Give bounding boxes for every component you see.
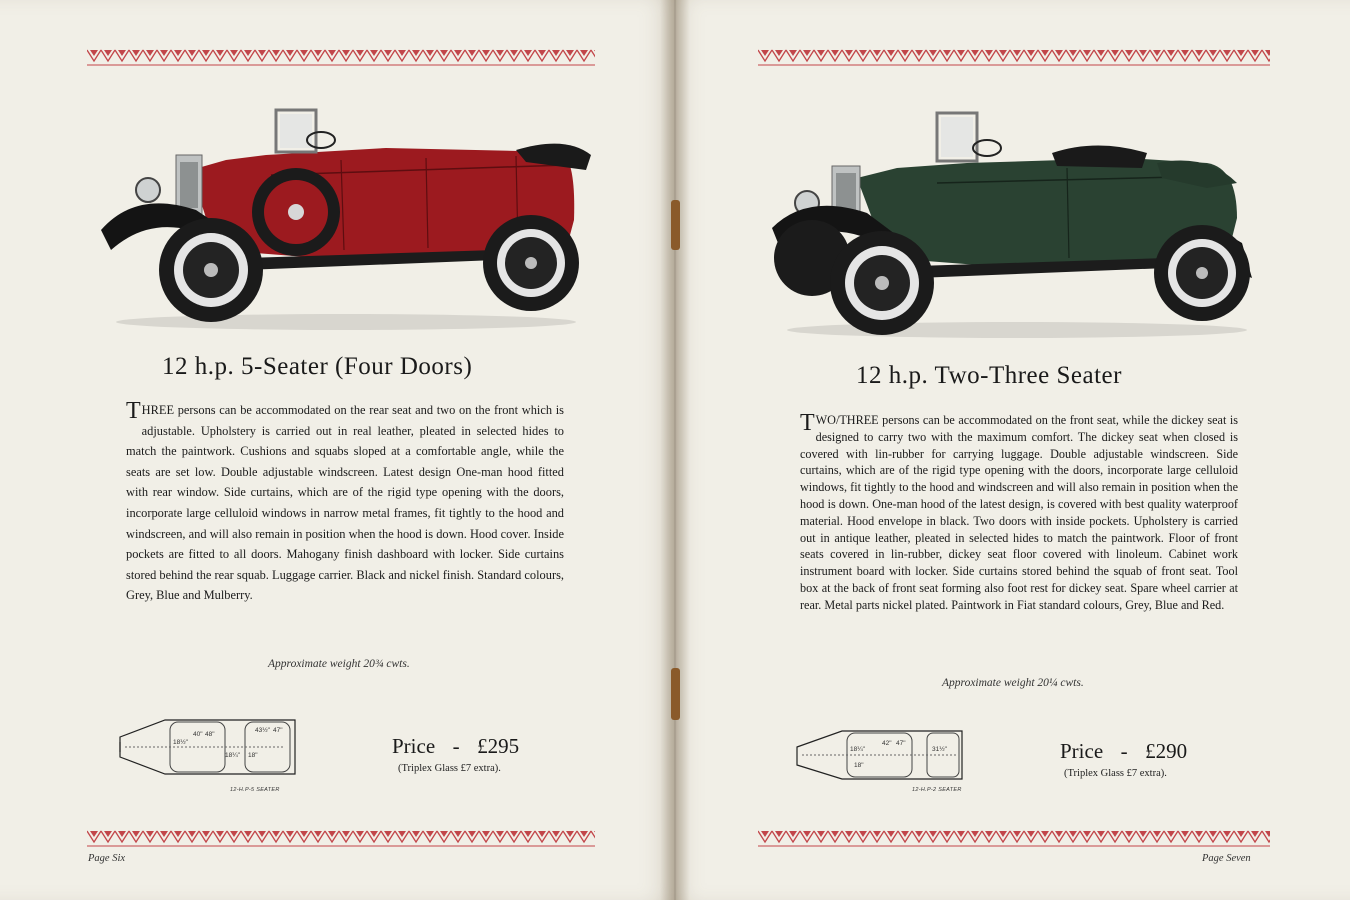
price-separator: -	[452, 734, 460, 758]
dim-label: 18¼"	[225, 752, 240, 759]
dim-label: 18½"	[173, 739, 188, 746]
page-left	[0, 0, 672, 900]
price-label: Price	[1060, 739, 1104, 763]
book-gutter	[660, 0, 690, 900]
green-roadster-car-illustration	[767, 108, 1267, 343]
dim-label: 18"	[854, 762, 864, 769]
decorative-border-bottom-right	[758, 828, 1270, 848]
dim-label: 47"	[273, 727, 283, 734]
page-number: Page Six	[88, 853, 126, 864]
intro-smallcaps: WO/THREE	[815, 413, 879, 427]
price	[1060, 739, 1187, 764]
description-paragraph	[800, 412, 1238, 614]
decorative-border-top-left	[87, 47, 595, 67]
dim-label: 43½"	[255, 727, 270, 734]
dim-label: 42"	[882, 740, 892, 747]
drop-cap: T	[800, 410, 815, 436]
page-title: 12 h.p. 5-Seater (Four Doors)	[162, 353, 473, 380]
price	[392, 734, 519, 759]
dim-label: 31½"	[932, 746, 947, 753]
price-note: (Triplex Glass £7 extra).	[398, 763, 501, 774]
page-title: 12 h.p. Two-Three Seater	[856, 362, 1122, 389]
price-separator: -	[1120, 739, 1128, 763]
dim-label: 48"	[205, 731, 215, 738]
staple-bottom	[671, 668, 680, 720]
intro-smallcaps: HREE	[141, 403, 175, 417]
dim-label: 40"	[193, 731, 203, 738]
seating-diagram	[792, 725, 967, 785]
price-label: Price	[392, 734, 436, 758]
diagram-caption: 12-H.P-2 SEATER	[912, 787, 962, 793]
dim-label: 47"	[896, 740, 906, 747]
page-right	[672, 0, 1350, 900]
description-body: persons can be accommodated on the front seat, while the dickey seat is designed to carry two with the maximum comfort. The dickey seat when closed is covered with lin-rubber for carrying luggage. Double adjustable windscreen. Side curtains, which are of the rigid type opening with the doors, incorporate large celluloid windows, fit tightly to the hood and windscreen and will also remain in position when the hood is down. One-man hood of the latest design, is covered with best quality waterproof material. Hood envelope in black. Two doors with inside pockets. Upholstery is carried out in antique leather, pleated in selected hides to match the paintwork. Floor of front seats covered in lin-rubber, dickey seat floor covered with linoleum. Cabinet work instrument board with locker. Side curtains stored behind the squab of front seat. Tool box at the back of front seat forming also foot rest for dickey seat. Spare wheel carrier at rear. Metal parts nickel plated. Paintwork in Fiat standard colours, Grey, Blue and Red.	[800, 413, 1238, 612]
decorative-border-top-right	[758, 47, 1270, 67]
price-value: £295	[477, 734, 520, 758]
diagram-caption: 12-H.P-5 SEATER	[230, 787, 280, 793]
description-body: persons can be accommodated on the rear seat and two on the front which is adjustable. Upholstery is carried out in real leather, pleated in selected hides to match the paintwork. Cushions and squabs sloped at a comfortable angle, while the seats are set low. Double adjustable windscreen. Latest design One-man hood fitted with rear window. Side curtains, which are of the rigid type opening with the doors, incorporate large celluloid windows in narrow metal frames, fit tightly to the hood and windscreen, and will also remain in position when the hood is down. Hood cover. Inside pockets are fitted to all doors. Mahogany finish dashboard with locker. Side curtains stored behind the rear squab. Luggage carrier. Black and nickel finish. Standard colours, Grey, Blue and Mulberry.	[126, 403, 564, 603]
weight-note: Approximate weight 20¾ cwts.	[268, 658, 410, 670]
red-tourer-car-illustration	[96, 100, 591, 335]
drop-cap: T	[126, 398, 141, 424]
staple-top	[671, 200, 680, 250]
price-note: (Triplex Glass £7 extra).	[1064, 768, 1167, 779]
page-number: Page Seven	[1202, 853, 1251, 864]
dim-label: 18¼"	[850, 746, 865, 753]
dim-label: 18"	[248, 752, 258, 759]
weight-note: Approximate weight 20¼ cwts.	[942, 677, 1084, 689]
price-value: £290	[1145, 739, 1188, 763]
decorative-border-bottom-left	[87, 828, 595, 848]
seating-diagram	[115, 712, 300, 784]
description-paragraph	[126, 400, 564, 606]
